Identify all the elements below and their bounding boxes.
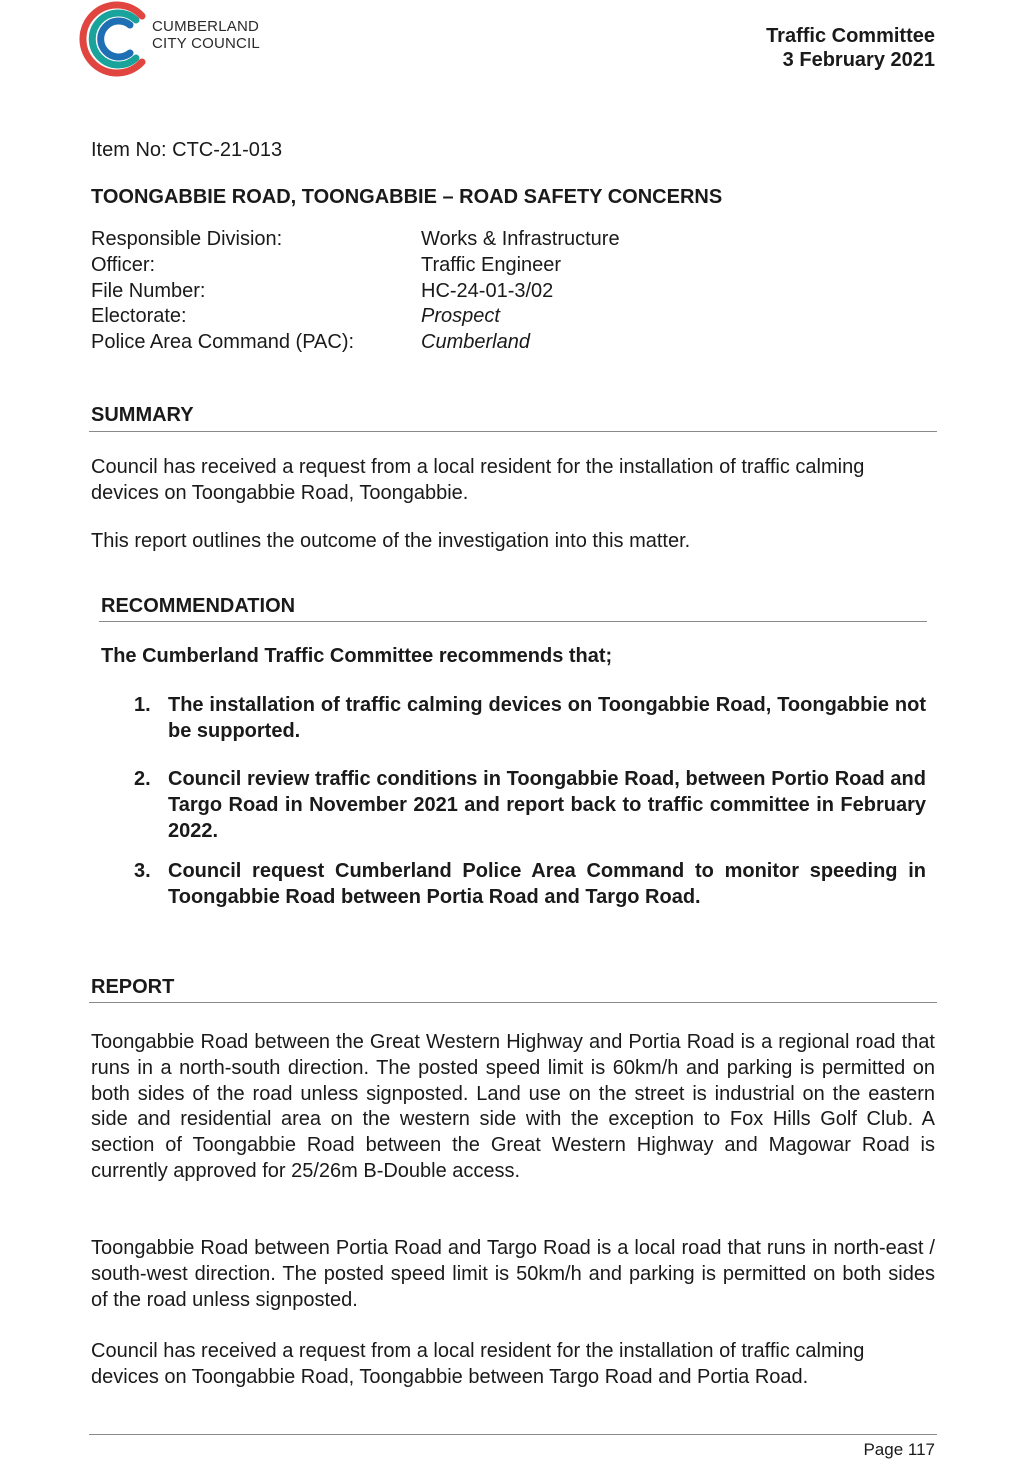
- meta-label: Electorate:: [91, 305, 187, 328]
- report-title: TOONGABBIE ROAD, TOONGABBIE – ROAD SAFETY CONCERNS: [91, 186, 723, 208]
- meta-value: Prospect: [421, 305, 500, 328]
- recommendation-item: [134, 767, 926, 844]
- meta-row-officer: [91, 253, 620, 279]
- council-logo: [76, 0, 276, 78]
- committee-name: Traffic Committee: [766, 25, 935, 47]
- recommendation-text: Council review traffic conditions in Toongabbie Road, between Portio Road and Targo Road in November 2021 and report back to traffic committee in February 2022.: [168, 768, 926, 842]
- recommendation-number: 3.: [134, 860, 151, 882]
- meeting-date: 3 February 2021: [782, 49, 935, 71]
- recommendation-number: 2.: [134, 768, 151, 790]
- metadata-table: [91, 227, 620, 356]
- summary-paragraph-2: This report outlines the outcome of the investigation into this matter.: [91, 530, 691, 552]
- meta-label: Officer:: [91, 253, 156, 276]
- recommendation-intro: The Cumberland Traffic Committee recommends that;: [101, 645, 613, 667]
- meta-row-division: [91, 227, 620, 253]
- footer-rule: [89, 1434, 937, 1435]
- org-name-line2: CITY COUNCIL: [152, 35, 260, 52]
- report-rule: [89, 1002, 937, 1003]
- meta-label: Responsible Division:: [91, 228, 283, 250]
- org-name-line1: CUMBERLAND: [152, 18, 260, 35]
- meta-label: File Number:: [91, 279, 206, 302]
- recommendation-heading: RECOMMENDATION: [101, 595, 296, 617]
- meta-row-electorate: [91, 304, 620, 330]
- meta-label: Police Area Command (PAC):: [91, 331, 355, 354]
- meta-value: HC-24-01-3/02: [421, 279, 554, 302]
- meta-row-pac: [91, 330, 620, 356]
- recommendation-text: Council request Cumberland Police Area Command to monitor speeding in Toongabbie Road between Portia Road and Targo Road.: [168, 860, 926, 908]
- recommendation-rule: [99, 621, 927, 622]
- summary-rule: [89, 431, 937, 432]
- summary-heading: SUMMARY: [91, 404, 194, 426]
- recommendation-item: [134, 693, 926, 745]
- report-paragraph-3: Council has received a request from a local resident for the installation of traffic calming devices on Toongabbie Road, Toongabbie between Targo Road and Portia Road.: [91, 1340, 865, 1388]
- meta-value: Cumberland: [421, 331, 530, 354]
- page-number: Page 117: [863, 1440, 935, 1459]
- meta-row-file-number: [91, 279, 620, 305]
- org-name: [152, 18, 260, 52]
- report-paragraph-2: Toongabbie Road between Portia Road and Targo Road is a local road that runs in north-east / south-west direction. The posted speed limit is 50km/h and parking is permitted on both sides of the road unless signposted.: [91, 1237, 935, 1311]
- meta-value: Works & Infrastructure: [421, 228, 620, 250]
- document-header: [766, 24, 935, 72]
- recommendation-number: 1.: [134, 694, 151, 716]
- meta-value: Traffic Engineer: [421, 253, 562, 276]
- summary-paragraph-1: Council has received a request from a local resident for the installation of traffic calming devices on Toongabbie Road, Toongabbie.: [91, 456, 865, 504]
- item-number: Item No: CTC-21-013: [91, 139, 283, 161]
- cumberland-logo-icon: [76, 0, 154, 78]
- recommendation-item: [134, 859, 926, 911]
- recommendation-text: The installation of traffic calming devices on Toongabbie Road, Toongabbie not be supported.: [168, 694, 926, 742]
- report-paragraph-1: Toongabbie Road between the Great Western Highway and Portia Road is a regional road that runs in a north-south direction. The posted speed limit is 60km/h and parking is permitted on both sides of the road unless signposted. Land use on the street is industrial on the eastern side and residential area on the western side with the exception to Fox Hills Golf Club. A section of Toongabbie Road between the Great Western Highway and Magowar Road is currently approved for 25/26m B-Double access.: [91, 1031, 935, 1182]
- report-heading: REPORT: [91, 976, 175, 998]
